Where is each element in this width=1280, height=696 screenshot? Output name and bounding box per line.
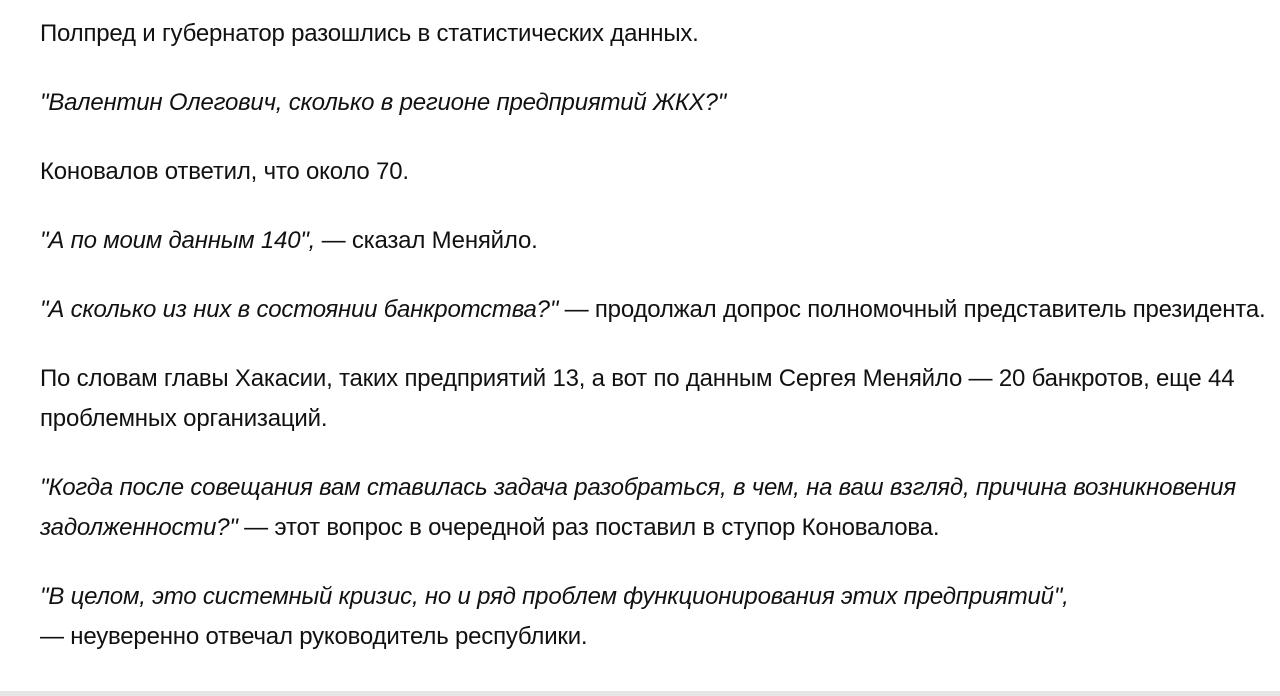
- quote-debt-reason: "Когда после совещания вам ставилась задача разобраться, в чем, на ваш взгляд, причина возникновения задолженности?": [40, 474, 1236, 541]
- paragraph-2: [40, 83, 1272, 123]
- quote-systemic-crisis: "В целом, это системный кризис, но и ряд проблем функционирования этих предприятий",: [40, 583, 1069, 610]
- bottom-divider: [0, 691, 1280, 696]
- paragraph-5: [40, 290, 1272, 330]
- paragraph-8: [40, 577, 1272, 657]
- paragraph-5-text: — продолжал допрос полномочный представитель президента.: [558, 296, 1266, 323]
- quote-my-data: "А по моим данным 140",: [40, 227, 316, 254]
- paragraph-6-text: По словам главы Хакасии, таких предприятий 13, а вот по данным Сергея Меняйло — 20 банкротов, еще 44 проблемных организаций.: [40, 365, 1235, 432]
- paragraph-7: [40, 468, 1272, 548]
- paragraph-1: [40, 14, 1272, 54]
- quote-bankruptcy: "А сколько из них в состоянии банкротства?": [40, 296, 559, 323]
- paragraph-7-text: — этот вопрос в очередной раз поставил в ступор Коновалова.: [237, 514, 940, 541]
- paragraph-6: [40, 359, 1272, 439]
- paragraph-4-text: — сказал Меняйло.: [315, 227, 538, 254]
- paragraph-8-text: — неуверенно отвечал руководитель республики.: [40, 623, 588, 650]
- paragraph-3: [40, 152, 1272, 192]
- paragraph-4: [40, 221, 1272, 261]
- article-body: [40, 14, 1272, 657]
- quote-question-count: "Валентин Олегович, сколько в регионе предприятий ЖКХ?": [40, 89, 727, 116]
- paragraph-1-text: Полпред и губернатор разошлись в статистических данных.: [40, 20, 699, 47]
- paragraph-3-text: Коновалов ответил, что около 70.: [40, 158, 409, 185]
